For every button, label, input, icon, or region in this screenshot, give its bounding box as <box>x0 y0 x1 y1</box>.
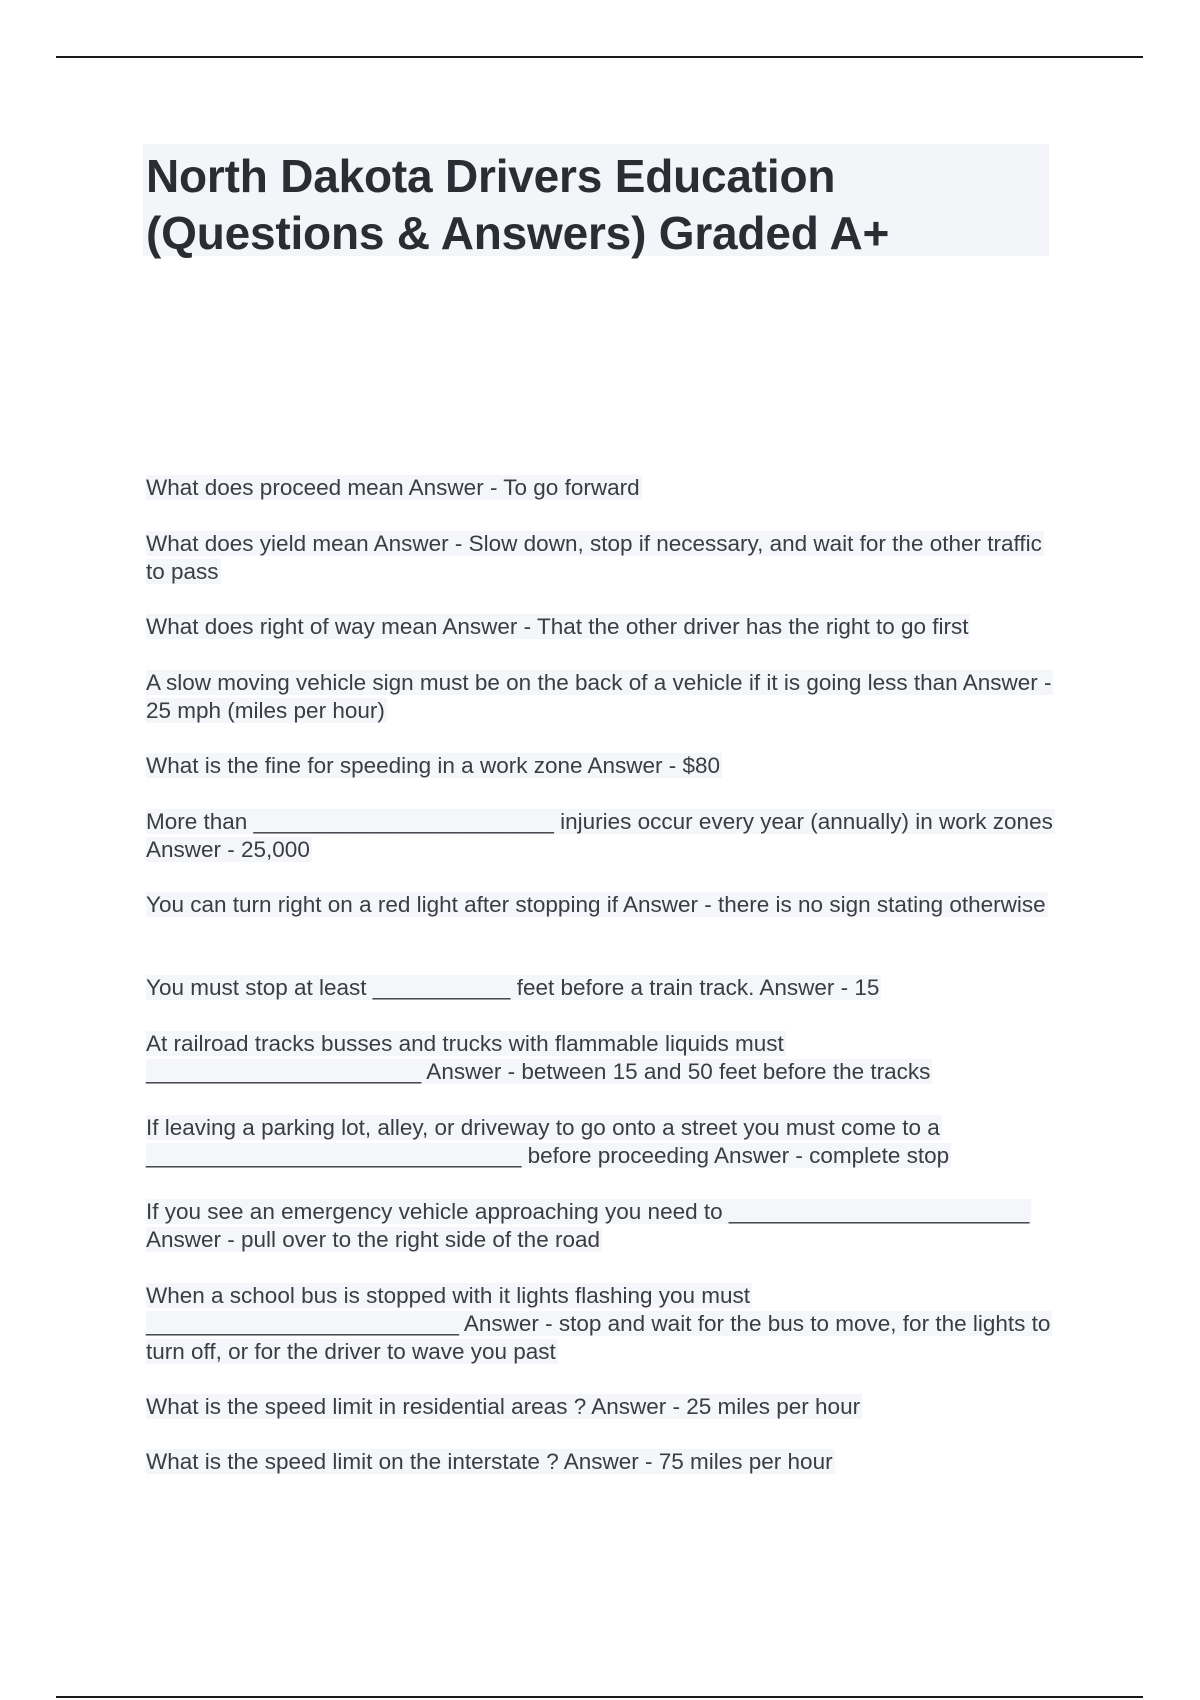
qa-item-14 <box>146 1448 1056 1476</box>
page-title: North Dakota Drivers Education (Questions & Answers) Graded A+ <box>146 150 890 259</box>
qa-text: More than ________________________ injuries occur every year (annually) in work zones Answer - 25,000 <box>146 809 1053 862</box>
qa-text: What does right of way mean Answer - That the other driver has the right to go first <box>146 614 969 639</box>
qa-item-8 <box>146 974 1056 1002</box>
qa-item-11 <box>146 1198 1056 1254</box>
qa-text: A slow moving vehicle sign must be on the back of a vehicle if it is going less than Answer - 25 mph (miles per hour) <box>146 670 1052 723</box>
qa-item-1 <box>146 474 1056 502</box>
qa-text: What is the fine for speeding in a work zone Answer - $80 <box>146 753 721 778</box>
qa-item-9 <box>146 1030 1056 1086</box>
qa-item-4 <box>146 669 1056 725</box>
top-rule <box>56 56 1143 58</box>
qa-item-6 <box>146 808 1056 864</box>
qa-text: What is the speed limit on the interstate ? Answer - 75 miles per hour <box>146 1449 833 1474</box>
qa-text: If leaving a parking lot, alley, or driveway to go onto a street you must come to a ______________________________ before proceeding Answer - complete stop <box>146 1115 950 1168</box>
qa-text: At railroad tracks busses and trucks with flammable liquids must ______________________ Answer - between 15 and 50 feet before the tracks <box>146 1031 931 1084</box>
qa-item-2 <box>146 530 1056 586</box>
bottom-rule <box>56 1696 1143 1698</box>
title-block <box>143 144 1049 259</box>
qa-text: What does yield mean Answer - Slow down, stop if necessary, and wait for the other traffic to pass <box>146 531 1042 584</box>
qa-item-7 <box>146 891 1056 919</box>
qa-item-13 <box>146 1393 1056 1421</box>
qa-text: When a school bus is stopped with it lights flashing you must _________________________ Answer - stop and wait for the bus to move, for the lights to turn off, or for the driver to wave you past <box>146 1283 1051 1364</box>
qa-text: What does proceed mean Answer - To go forward <box>146 475 640 500</box>
qa-text: If you see an emergency vehicle approaching you need to ________________________ Answer - pull over to the right side of the road <box>146 1199 1030 1252</box>
qa-item-12 <box>146 1282 1056 1366</box>
qa-item-5 <box>146 752 1056 780</box>
qa-item-10 <box>146 1114 1056 1170</box>
qa-text: What is the speed limit in residential areas ? Answer - 25 miles per hour <box>146 1394 861 1419</box>
qa-text: You must stop at least ___________ feet before a train track. Answer - 15 <box>146 975 880 1000</box>
qa-text: You can turn right on a red light after stopping if Answer - there is no sign stating otherwise <box>146 892 1046 917</box>
qa-item-3 <box>146 613 1056 641</box>
